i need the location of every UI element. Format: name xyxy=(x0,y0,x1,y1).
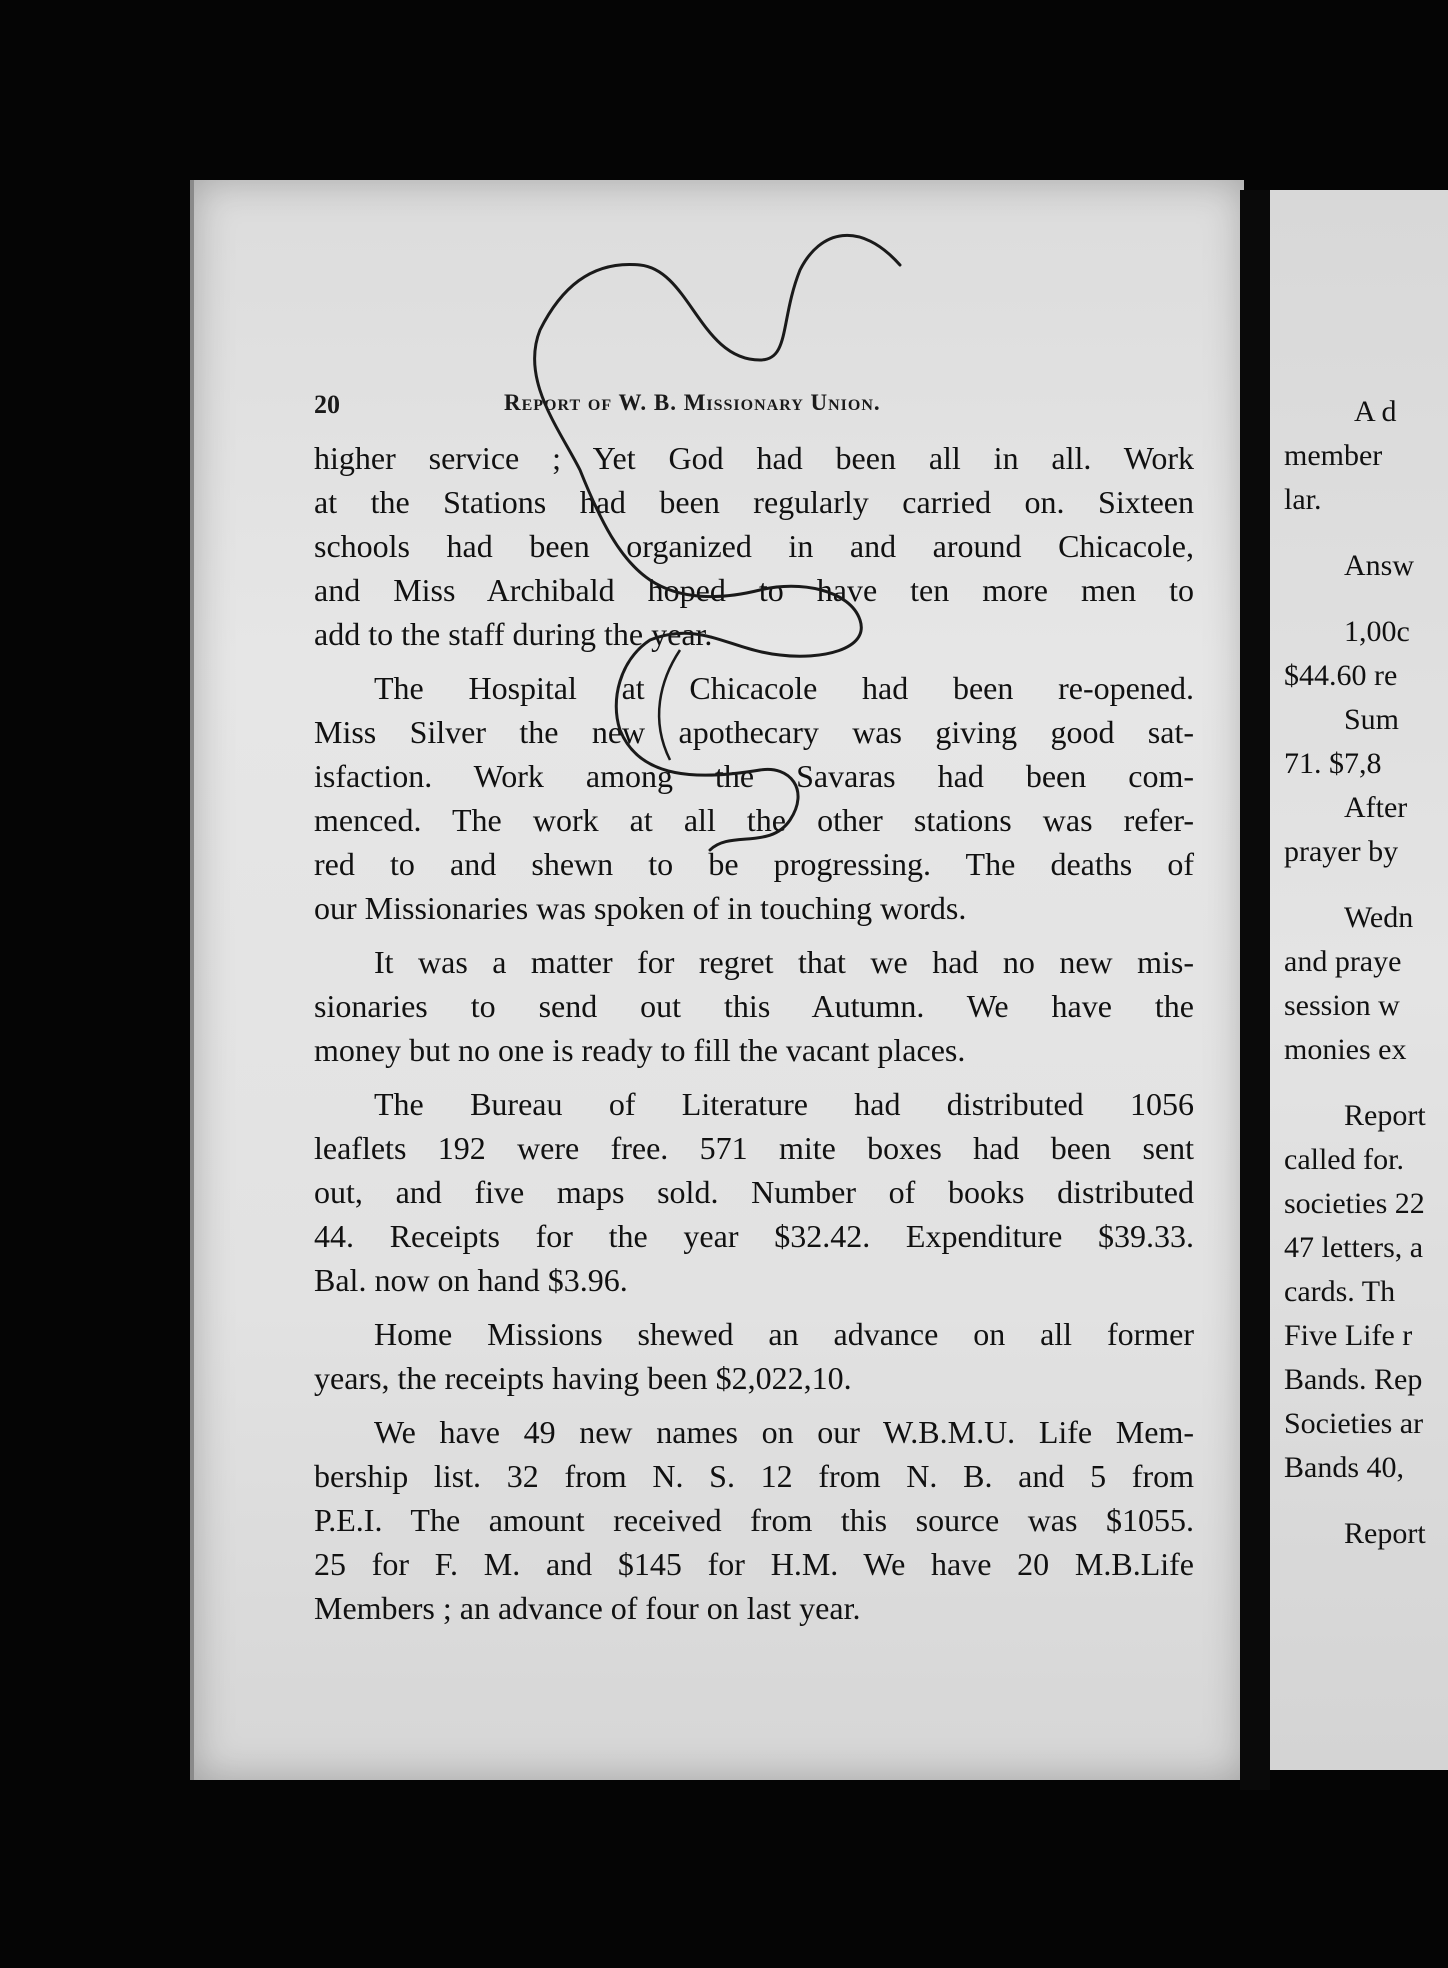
text-line: called for. xyxy=(1284,1143,1404,1176)
text-line: 44. Receipts for the year $32.42. Expenditure $39.33. xyxy=(314,1218,1194,1254)
text-line: our Missionaries was spoken of in touching words. xyxy=(314,890,967,926)
text-line: Sum xyxy=(1344,703,1400,736)
book-gutter xyxy=(1240,190,1270,1790)
text-line: societies 22 xyxy=(1284,1187,1425,1220)
text-line: at the Stations had been regularly carried on. Sixteen xyxy=(314,484,1194,520)
left-page xyxy=(190,180,1244,1780)
page-header-title: Report of W. B. Missionary Union. xyxy=(504,390,881,415)
text-line: higher service ; Yet God had been all in all. Work xyxy=(314,440,1194,476)
text-line: 47 letters, a xyxy=(1284,1231,1424,1264)
text-line: and praye xyxy=(1284,945,1402,978)
text-line: The Bureau of Literature had distributed 1056 xyxy=(374,1086,1194,1122)
text-line: cards. Th xyxy=(1284,1275,1396,1308)
text-line: add to the staff during the year. xyxy=(314,616,713,652)
text-line: P.E.I. The amount received from this source was $1055. xyxy=(314,1502,1194,1538)
paragraph xyxy=(314,436,1194,656)
text-line: menced. The work at all the other stations was refer- xyxy=(314,802,1194,838)
text-line: red to and shewn to be progressing. The deaths of xyxy=(314,846,1194,882)
text-line: session w xyxy=(1284,989,1400,1022)
paragraph xyxy=(314,940,1194,1072)
text-line: We have 49 new names on our W.B.M.U. Life Mem- xyxy=(374,1414,1194,1450)
text-line: Wedn xyxy=(1344,901,1414,934)
page-number: 20 xyxy=(314,390,340,419)
text-line: 71. $7,8 xyxy=(1284,747,1382,780)
paragraph xyxy=(314,1410,1194,1630)
text-line: Home Missions shewed an advance on all former xyxy=(374,1316,1194,1352)
text-line: Bands 40, xyxy=(1284,1451,1404,1484)
text-line: monies ex xyxy=(1284,1033,1407,1066)
text-line: A d xyxy=(1354,395,1397,428)
text-line: isfaction. Work among the Savaras had been com- xyxy=(314,758,1194,794)
text-line: The Hospital at Chicacole had been re-opened. xyxy=(374,670,1194,706)
text-line: 1,00c xyxy=(1344,615,1410,648)
text-line: Miss Silver the new apothecary was giving good sat- xyxy=(314,714,1194,750)
text-line: $44.60 re xyxy=(1284,659,1398,692)
right-page-fragment xyxy=(1270,190,1448,1770)
body-text xyxy=(314,436,1194,1640)
text-line: out, and five maps sold. Number of books distributed xyxy=(314,1174,1194,1210)
text-line: Societies ar xyxy=(1284,1407,1424,1440)
text-line: Bands. Rep xyxy=(1284,1363,1423,1396)
text-line: It was a matter for regret that we had no new mis- xyxy=(374,944,1194,980)
running-head xyxy=(314,390,1214,430)
paragraph xyxy=(314,1312,1194,1400)
text-line: member xyxy=(1284,439,1383,472)
text-line: sionaries to send out this Autumn. We have the xyxy=(314,988,1194,1024)
right-page-text xyxy=(1284,390,1448,1556)
text-line: Members ; an advance of four on last year. xyxy=(314,1590,861,1626)
text-line: and Miss Archibald hoped to have ten more men to xyxy=(314,572,1194,608)
text-line: schools had been organized in and around Chicacole, xyxy=(314,528,1194,564)
text-line: Answ xyxy=(1344,549,1415,582)
text-line: years, the receipts having been $2,022,10. xyxy=(314,1360,852,1396)
paragraph xyxy=(314,666,1194,930)
text-line: lar. xyxy=(1284,483,1322,516)
text-line: Report xyxy=(1344,1099,1426,1132)
text-line: Five Life r xyxy=(1284,1319,1413,1352)
paragraph xyxy=(314,1082,1194,1302)
text-line: 25 for F. M. and $145 for H.M. We have 20 M.B.Life xyxy=(314,1546,1194,1582)
text-line: Bal. now on hand $3.96. xyxy=(314,1262,628,1298)
text-line: prayer by xyxy=(1284,835,1399,868)
text-line: Report xyxy=(1344,1517,1426,1550)
text-line: After xyxy=(1344,791,1408,824)
text-line: leaflets 192 were free. 571 mite boxes had been sent xyxy=(314,1130,1194,1166)
text-line: bership list. 32 from N. S. 12 from N. B. and 5 from xyxy=(314,1458,1194,1494)
text-line: money but no one is ready to fill the vacant places. xyxy=(314,1032,966,1068)
